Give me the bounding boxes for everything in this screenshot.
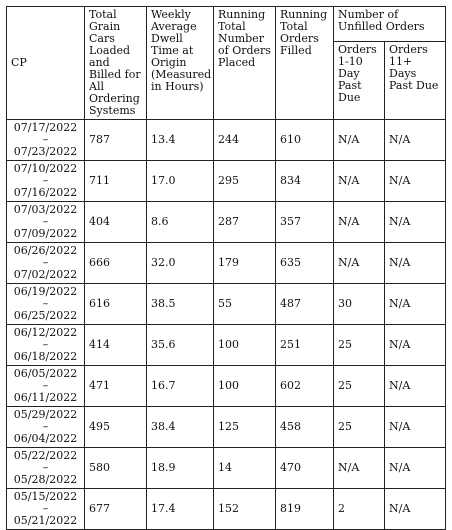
orders-filled-cell: 602 <box>276 366 334 407</box>
orders-placed-cell: 244 <box>214 120 276 161</box>
cp-sep: – <box>42 420 49 433</box>
unfilled-1-10-cell: 2 <box>334 489 385 530</box>
orders-filled-cell: 251 <box>276 325 334 366</box>
total-cars-cell: 666 <box>85 243 147 284</box>
unfilled-1-10-cell: 25 <box>334 407 385 448</box>
orders-placed-cell: 295 <box>214 161 276 202</box>
unfilled-11-plus-cell: N/A <box>385 120 446 161</box>
dwell-time-cell: 38.4 <box>147 407 214 448</box>
orders-placed-cell: 152 <box>214 489 276 530</box>
unfilled-1-10-cell: N/A <box>334 448 385 489</box>
cp-start: 06/12/2022 <box>13 326 78 339</box>
orders-filled-cell: 357 <box>276 202 334 243</box>
unfilled-11-plus-cell: N/A <box>385 325 446 366</box>
orders-filled-cell: 458 <box>276 407 334 448</box>
total-cars-cell: 580 <box>85 448 147 489</box>
unfilled-11-plus-cell: N/A <box>385 448 446 489</box>
cp-date-range <box>7 325 85 366</box>
table-row <box>7 448 446 489</box>
cp-end: 07/23/2022 <box>13 145 78 158</box>
table-row <box>7 120 446 161</box>
cp-sep: – <box>42 379 49 392</box>
dwell-time-cell: 38.5 <box>147 284 214 325</box>
orders-placed-cell: 14 <box>214 448 276 489</box>
orders-filled-cell: 487 <box>276 284 334 325</box>
header-unfilled-1-10: Orders 1-10 Day Past Due <box>334 41 385 119</box>
orders-placed-cell: 55 <box>214 284 276 325</box>
header-orders-placed: Running Total Number of Orders Placed <box>214 7 276 120</box>
cp-start: 05/29/2022 <box>13 408 78 421</box>
table-row <box>7 407 446 448</box>
cp-sep: – <box>42 338 49 351</box>
total-cars-cell: 471 <box>85 366 147 407</box>
cp-sep: – <box>42 502 49 515</box>
cp-date-range <box>7 243 85 284</box>
unfilled-11-plus-cell: N/A <box>385 161 446 202</box>
cp-sep: – <box>42 461 49 474</box>
unfilled-11-plus-cell: N/A <box>385 284 446 325</box>
unfilled-11-plus-cell: N/A <box>385 407 446 448</box>
unfilled-1-10-cell: N/A <box>334 202 385 243</box>
cp-date-range <box>7 407 85 448</box>
header-dwell-time: Weekly Average Dwell Time at Origin (Measured in Hours) <box>147 7 214 120</box>
header-cp: CP <box>7 7 85 120</box>
cp-start: 07/03/2022 <box>13 203 78 216</box>
cp-start: 06/19/2022 <box>13 285 78 298</box>
dwell-time-cell: 17.4 <box>147 489 214 530</box>
cp-end: 05/28/2022 <box>13 473 78 486</box>
total-cars-cell: 711 <box>85 161 147 202</box>
grain-car-table <box>6 6 446 530</box>
dwell-time-cell: 17.0 <box>147 161 214 202</box>
unfilled-1-10-cell: N/A <box>334 243 385 284</box>
cp-start: 05/22/2022 <box>13 449 78 462</box>
cp-end: 06/04/2022 <box>13 432 78 445</box>
unfilled-11-plus-cell: N/A <box>385 202 446 243</box>
orders-placed-cell: 100 <box>214 325 276 366</box>
cp-end: 07/02/2022 <box>13 268 78 281</box>
unfilled-1-10-cell: 30 <box>334 284 385 325</box>
cp-start: 06/26/2022 <box>13 244 78 257</box>
table-body <box>7 120 446 530</box>
orders-filled-cell: 470 <box>276 448 334 489</box>
dwell-time-cell: 13.4 <box>147 120 214 161</box>
total-cars-cell: 414 <box>85 325 147 366</box>
dwell-time-cell: 16.7 <box>147 366 214 407</box>
total-cars-cell: 495 <box>85 407 147 448</box>
cp-sep: – <box>42 133 49 146</box>
cp-end: 06/11/2022 <box>13 391 78 404</box>
unfilled-1-10-cell: 25 <box>334 366 385 407</box>
cp-end: 07/09/2022 <box>13 227 78 240</box>
header-total-cars: Total Grain Cars Loaded and Billed for All Ordering Systems <box>85 7 147 120</box>
cp-start: 06/05/2022 <box>13 367 78 380</box>
table-row <box>7 489 446 530</box>
cp-date-range <box>7 448 85 489</box>
header-unfilled-11-plus: Orders 11+ Days Past Due <box>385 41 446 119</box>
cp-date-range <box>7 202 85 243</box>
unfilled-1-10-cell: N/A <box>334 161 385 202</box>
cp-end: 07/16/2022 <box>13 186 78 199</box>
orders-placed-cell: 179 <box>214 243 276 284</box>
orders-filled-cell: 635 <box>276 243 334 284</box>
unfilled-1-10-cell: 25 <box>334 325 385 366</box>
table-row <box>7 325 446 366</box>
cp-date-range <box>7 120 85 161</box>
orders-placed-cell: 287 <box>214 202 276 243</box>
total-cars-cell: 787 <box>85 120 147 161</box>
orders-filled-cell: 819 <box>276 489 334 530</box>
header-orders-filled: Running Total Orders Filled <box>276 7 334 120</box>
orders-filled-cell: 834 <box>276 161 334 202</box>
cp-sep: – <box>42 256 49 269</box>
table-row <box>7 284 446 325</box>
cp-start: 05/15/2022 <box>13 490 78 503</box>
orders-placed-cell: 100 <box>214 366 276 407</box>
cp-sep: – <box>42 174 49 187</box>
dwell-time-cell: 35.6 <box>147 325 214 366</box>
cp-date-range <box>7 489 85 530</box>
cp-date-range <box>7 284 85 325</box>
cp-end: 05/21/2022 <box>13 514 78 527</box>
cp-end: 06/25/2022 <box>13 309 78 322</box>
cp-date-range <box>7 161 85 202</box>
unfilled-11-plus-cell: N/A <box>385 366 446 407</box>
table-row <box>7 202 446 243</box>
total-cars-cell: 404 <box>85 202 147 243</box>
cp-start: 07/17/2022 <box>13 121 78 134</box>
orders-placed-cell: 125 <box>214 407 276 448</box>
total-cars-cell: 616 <box>85 284 147 325</box>
header-unfilled-orders: Number of Unfilled Orders <box>334 7 446 42</box>
unfilled-11-plus-cell: N/A <box>385 489 446 530</box>
dwell-time-cell: 32.0 <box>147 243 214 284</box>
unfilled-11-plus-cell: N/A <box>385 243 446 284</box>
cp-start: 07/10/2022 <box>13 162 78 175</box>
dwell-time-cell: 18.9 <box>147 448 214 489</box>
table-row <box>7 161 446 202</box>
table-row <box>7 243 446 284</box>
total-cars-cell: 677 <box>85 489 147 530</box>
unfilled-1-10-cell: N/A <box>334 120 385 161</box>
cp-sep: – <box>42 297 49 310</box>
orders-filled-cell: 610 <box>276 120 334 161</box>
cp-date-range <box>7 366 85 407</box>
table-row <box>7 366 446 407</box>
cp-sep: – <box>42 215 49 228</box>
dwell-time-cell: 8.6 <box>147 202 214 243</box>
cp-end: 06/18/2022 <box>13 350 78 363</box>
